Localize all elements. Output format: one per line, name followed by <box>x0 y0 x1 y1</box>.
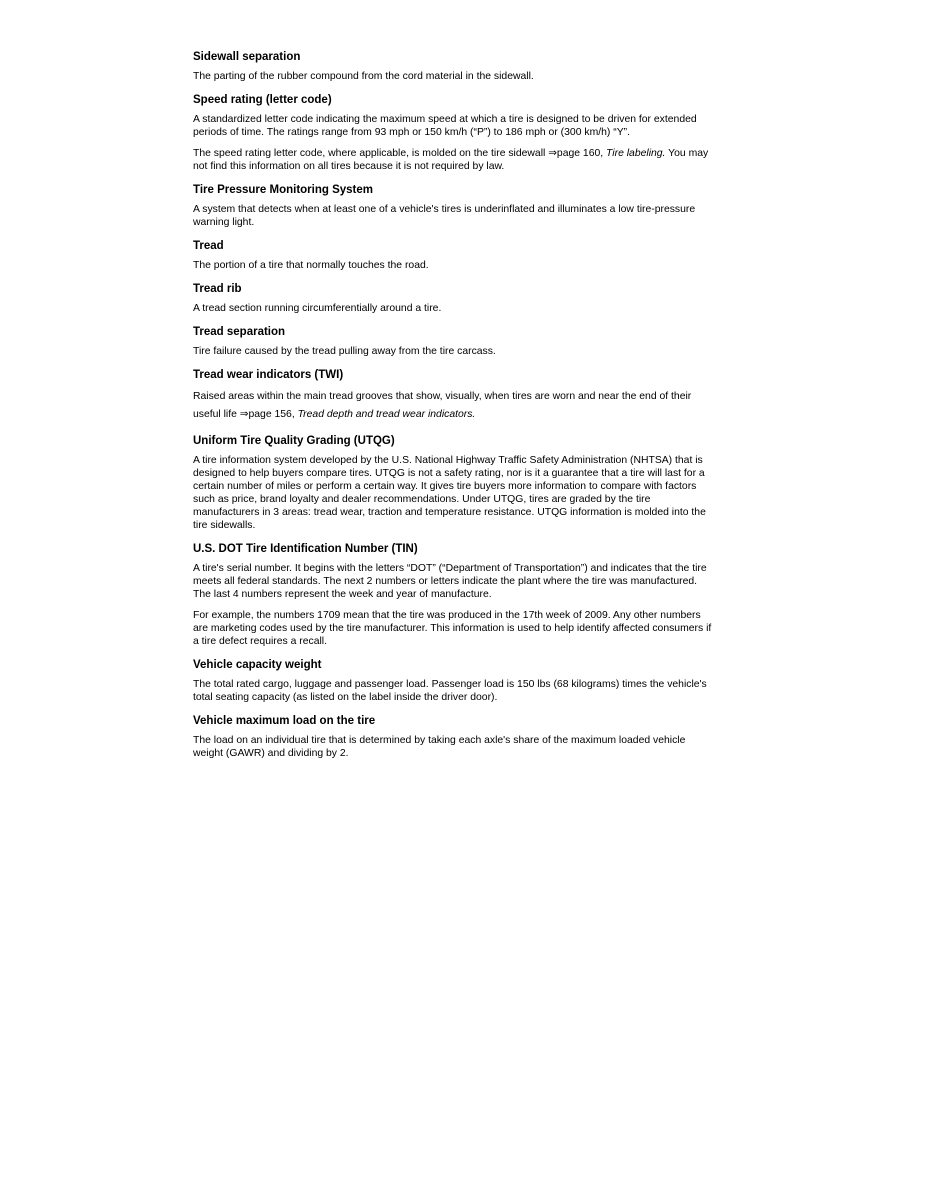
glossary-definition <box>193 562 713 601</box>
definition-text: The total rated cargo, luggage and passenger load. Passenger load is 150 lbs (68 kilograms) times the vehicle's total seating capacity (as listed on the label inside the driver door). <box>193 679 707 703</box>
glossary-definition <box>193 259 713 272</box>
glossary-page <box>193 50 713 766</box>
glossary-definition <box>193 113 713 139</box>
definition-text: A system that detects when at least one of a vehicle's tires is underinflated and illuminates a low tire-pressure warning light. <box>193 204 696 228</box>
glossary-entry <box>193 434 713 532</box>
definition-text: Raised areas within the main tread grooves that show, visually, when tires are worn and near the end of their useful life ⇒page 156, <box>193 391 692 420</box>
glossary-entry <box>193 542 713 648</box>
glossary-definition <box>193 609 713 648</box>
glossary-definition <box>193 678 713 704</box>
definition-text: A standardized letter code indicating the maximum speed at which a tire is designed to be driven for extended periods of time. The ratings range from 93 mph or 150 km/h (“P”) to 186 mph or (300 km/h) “Y”. <box>193 114 697 138</box>
glossary-term: Vehicle capacity weight <box>193 659 322 671</box>
definition-text: The load on an individual tire that is determined by taking each axle's share of the maximum loaded vehicle weight (GAWR) and dividing by 2. <box>193 735 686 759</box>
glossary-term: U.S. DOT Tire Identification Number (TIN) <box>193 543 418 555</box>
glossary-definition <box>193 302 713 315</box>
glossary-term: Tread wear indicators (TWI) <box>193 369 344 381</box>
glossary-term: Vehicle maximum load on the tire <box>193 715 376 727</box>
glossary-entry <box>193 93 713 173</box>
definition-text: You may not find this information on all tires because it is not required by law. <box>193 148 709 172</box>
definition-text: A tire information system developed by the U.S. National Highway Traffic Safety Administration (NHTSA) that is designed to help buyers compare tires. UTQG is not a safety rating, nor is it a guarantee that a tire will last for a certain number of miles or perform a certain way. It gives tire buyers more information to compare with factors such as price, brand loyalty and dealer recommendations. Under UTQG, tires are graded by the tire manufacturers in 3 areas: tread wear, traction and temperature resistance. UTQG information is molded into the tire sidewalls. <box>193 455 706 531</box>
glossary-definition <box>193 203 713 229</box>
glossary-term: Tread separation <box>193 326 286 338</box>
definition-text: A tread section running circumferentially around a tire. <box>193 303 442 314</box>
glossary-term: Tread rib <box>193 283 242 295</box>
definition-text: Tire failure caused by the tread pulling away from the tire carcass. <box>193 346 496 357</box>
glossary-definition <box>193 147 713 173</box>
glossary-definition <box>193 70 713 83</box>
glossary-definition <box>193 345 713 358</box>
glossary-entry <box>193 282 713 315</box>
glossary-term: Sidewall separation <box>193 51 301 63</box>
definition-text: A tire's serial number. It begins with the letters “DOT” (“Department of Transportation”) and indicates that the tire meets all federal standards. The next 2 numbers or letters indicate the plant where the tire was manufactured. The last 4 numbers represent the week and year of manufacture. <box>193 563 707 600</box>
glossary-entry <box>193 658 713 704</box>
cross-reference-title: Tread depth and tread wear indicators. <box>297 409 476 420</box>
glossary-term: Speed rating (letter code) <box>193 94 332 106</box>
glossary-entry <box>193 183 713 229</box>
glossary-entry <box>193 325 713 358</box>
definition-text: For example, the numbers 1709 mean that the tire was produced in the 17th week of 2009. Any other numbers are marketing codes used by the tire manufacturer. This information is used to help identify affected consumers if a tire defect requires a recall. <box>193 610 712 647</box>
glossary-entry <box>193 714 713 760</box>
glossary-definition <box>193 454 713 532</box>
glossary-definition <box>193 734 713 760</box>
definition-text: The speed rating letter code, where applicable, is molded on the tire sidewall ⇒page 160, <box>193 148 607 159</box>
glossary-entry <box>193 239 713 272</box>
glossary-term: Tire Pressure Monitoring System <box>193 184 374 196</box>
definition-text: The parting of the rubber compound from the cord material in the sidewall. <box>193 71 534 82</box>
cross-reference-title: Tire labeling. <box>606 148 666 159</box>
definition-text: The portion of a tire that normally touches the road. <box>193 260 429 271</box>
glossary-entry <box>193 368 713 424</box>
glossary-definition <box>193 388 713 424</box>
glossary-entry <box>193 50 713 83</box>
glossary-term: Tread <box>193 240 224 252</box>
glossary-term: Uniform Tire Quality Grading (UTQG) <box>193 435 395 447</box>
